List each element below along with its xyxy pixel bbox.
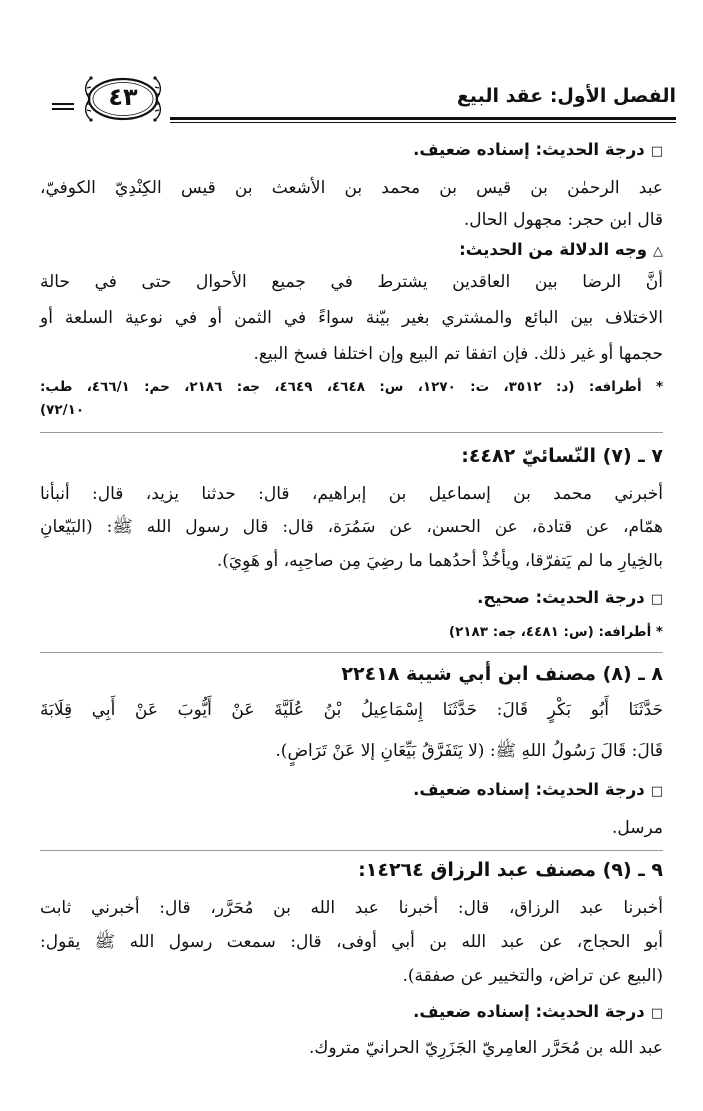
paragraph-line: بالخِيارِ ما لم يَتفرّقا، ويأخُذْ أحدُهما ما رضِيَ مِن صاحِبِه، أو هَوِيَ).: [216, 551, 663, 571]
cross-reference-note: * أطرافه: (س: ٤٤٨١، جه: ٢١٨٣): [448, 624, 663, 640]
hadith-source-heading: ٩ ـ (٩) مصنف عبد الرزاق ١٤٢٦٤:: [358, 859, 663, 881]
paragraph-line: (البيع عن تراض، والتخيير عن صفقة).: [402, 966, 663, 986]
grade-text: درجة الحديث: صحيح.: [477, 588, 645, 607]
hadith-source-heading: ٨ ـ (٨) مصنف ابن أبي شيبة ٢٢٤١٨: [341, 663, 663, 685]
hadith-grade: [413, 778, 663, 804]
hadith-grade: [477, 586, 663, 612]
grade-text: درجة الحديث: إسناده ضعيف.: [413, 780, 645, 799]
page-number: ٤٣: [108, 83, 138, 111]
header-rule-thin: [170, 122, 676, 123]
paragraph-line: أخبرني محمد بن إسماعيل بن إبراهيم، قال: حدثنا يزيد، قال: أنبأنا: [40, 484, 663, 504]
square-bullet-icon: □: [650, 1006, 663, 1021]
chapter-title: الفصل الأول: عقد البيع: [456, 85, 676, 107]
cross-reference-note: * أطرافه: (د: ٣٥١٢، ت: ١٢٧٠، س: ٤٦٤٨، ٤٦٤٩، جه: ٢١٨٦، حم: ٤٦٦/١، طب:: [40, 379, 664, 395]
paragraph-line: قَالَ: قَالَ رَسُولُ اللهِ ﷺ: (لا يَتَفَرَّقُ بَيِّعَانِ إلا عَنْ تَرَاضٍ).: [275, 741, 663, 761]
evidence-heading-text: وجه الدلالة من الحديث:: [459, 240, 647, 259]
paragraph-line: عبد الرحمٰن بن قيس بن محمد بن الأشعث بن قيس الكِنْدِيّ الكوفيّ،: [40, 178, 663, 198]
paragraph-line: مرسل.: [611, 818, 663, 838]
section-divider: [40, 432, 663, 433]
header-rule-thick: [170, 117, 676, 120]
square-bullet-icon: □: [650, 144, 663, 159]
paragraph-line: حَدَّثَنَا أَبُو بَكْرٍ قَالَ: حَدَّثَنَا إِسْمَاعِيلُ بْنُ عُلَيَّةَ عَنْ أَيُّوبَ عَنْ أَبِي قِلَابَةَ: [40, 700, 663, 720]
paragraph-line: حجمها أو غير ذلك. فإن اتفقا تم البيع وإن اختلفا فسخ البيع.: [253, 344, 663, 364]
header-left-bar: [52, 103, 74, 105]
grade-text: درجة الحديث: إسناده ضعيف.: [413, 140, 645, 159]
paragraph-line: أبو الحجاج، عن عبد الله بن أبي أوفى، قال: سمعت رسول الله ﷺ يقول:: [40, 932, 663, 952]
section-divider: [40, 850, 663, 851]
paragraph-line: أخبرنا عبد الرزاق، قال: أخبرنا عبد الله بن مُحَرَّر، قال: أخبرني ثابت: [40, 898, 663, 918]
page-header: [40, 70, 676, 128]
evidence-heading: [459, 238, 663, 264]
square-bullet-icon: □: [650, 592, 663, 607]
hadith-source-heading: ٧ ـ (٧) النّسائيّ ٤٤٨٢:: [461, 445, 663, 467]
paragraph-line: همّام، عن قتادة، عن الحسن، عن سَمُرَة، قال: قال رسول الله ﷺ: (البَيّعانِ: [40, 517, 663, 537]
triangle-bullet-icon: △: [653, 244, 663, 259]
paragraph-line: أنَّ الرضا بين العاقدين يشترط في جميع الأحوال حتى في حالة: [40, 272, 663, 292]
square-bullet-icon: □: [650, 784, 663, 799]
grade-text: درجة الحديث: إسناده ضعيف.: [413, 1002, 645, 1021]
paragraph-line: الاختلاف بين البائع والمشتري بغير بيّنة سواءً في الثمن أو في نوعية السلعة أو: [40, 308, 663, 328]
paragraph-line: عبد الله بن مُحَرَّر العامِريّ الجَزَرِيّ الحرانيّ متروك.: [309, 1038, 663, 1058]
hadith-grade: [413, 1000, 663, 1026]
hadith-grade: [413, 138, 663, 164]
cross-reference-note-cont: (٧٢/١٠: [40, 402, 85, 418]
header-left-bar: [52, 108, 74, 110]
paragraph-line: قال ابن حجر: مجهول الحال.: [463, 210, 663, 230]
section-divider: [40, 652, 663, 653]
